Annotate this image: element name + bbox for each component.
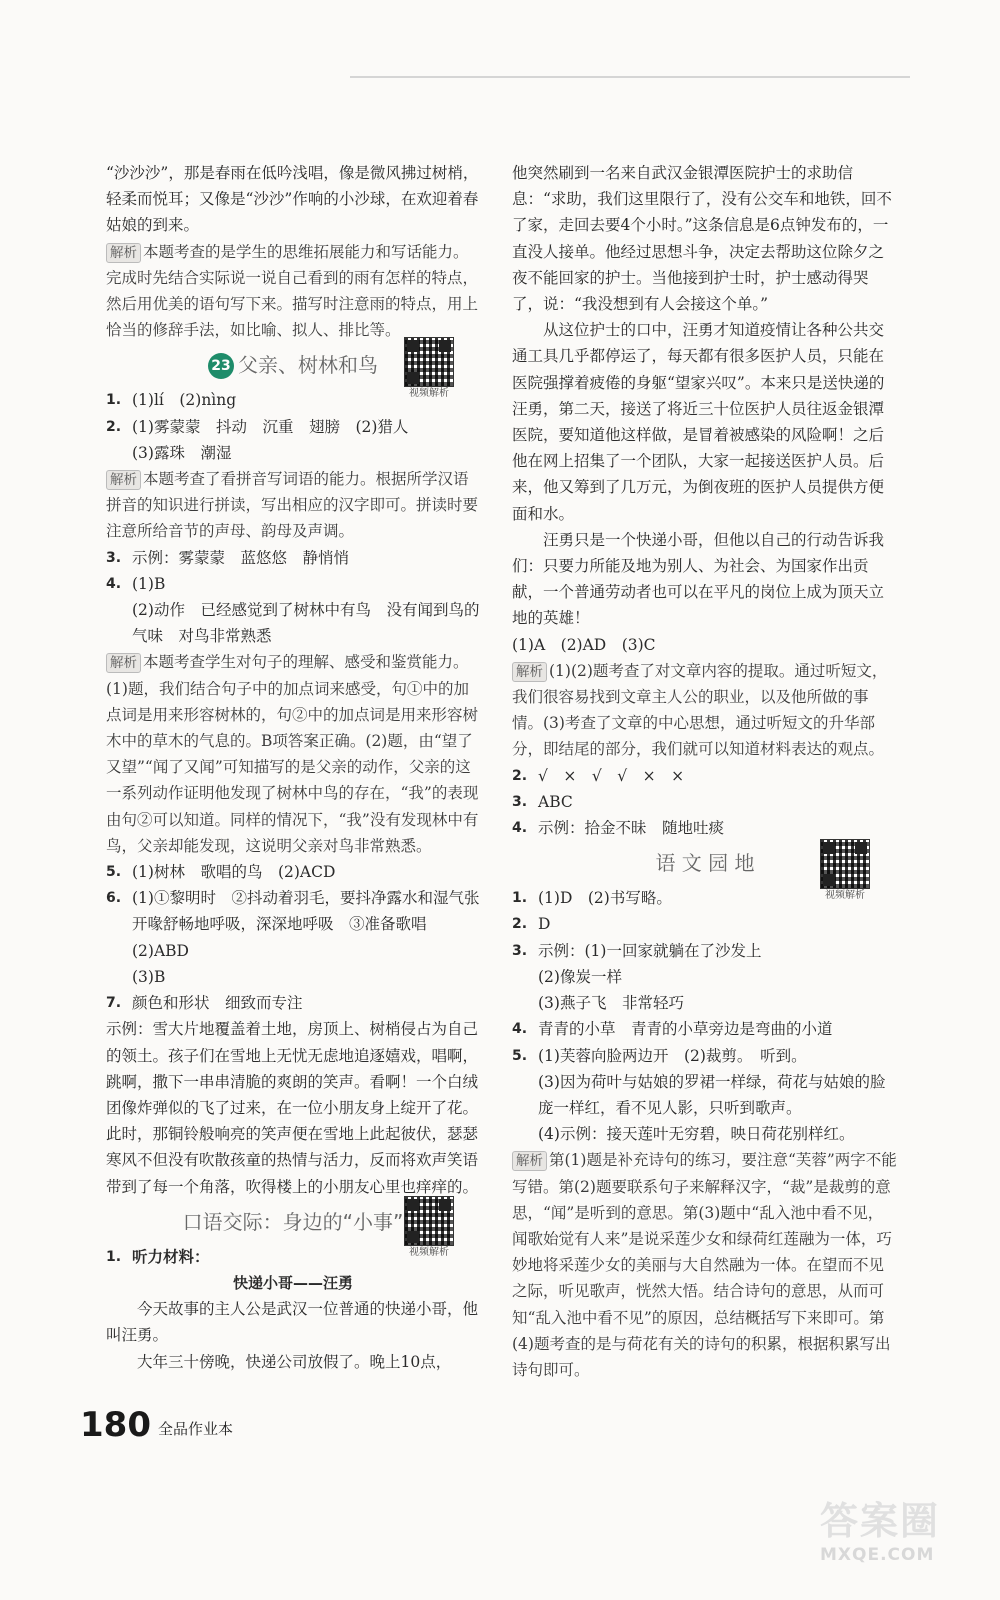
qr-code[interactable] bbox=[404, 1196, 454, 1260]
section-title: 口语交际：身边的“小事” bbox=[182, 1209, 404, 1234]
story-paragraph: 他突然刷到一名来自武汉金银潭医院护士的求助信息：“求助，我们这里限行了，没有公交车和地铁，回不了家，走回去要4个小时。”这条信息是6点钟发布的，一直没人接单。他经过思想斗争，决定去帮助这位除夕之夜不能回家的护士。当他接到护士时，护士感动得哭了，说：“我没想到有人会接这个单。” bbox=[512, 164, 892, 314]
qr-code-icon bbox=[404, 1196, 454, 1246]
answer-item: 4. 示例：拾金不昧 随地吐痰 bbox=[512, 819, 725, 838]
top-rule bbox=[350, 76, 910, 78]
answer-item: (3)露珠 潮湿 bbox=[132, 443, 232, 462]
left-column bbox=[106, 160, 480, 1375]
watermark-logo: 答案圈 bbox=[820, 1499, 941, 1543]
q7-example: 示例：雪大片地覆盖着土地，房顶上、树梢侵占为自己的领土。孩子们在雪地上无忧无虑地追逐嬉戏，唱啊，跳啊，撒下一串串清脆的爽朗的笑声。看啊！一个白绒团像炸弹似的飞了过来，在一位小朋友身上绽开了花。此时，那铜铃般响亮的笑声便在雪地上此起彼伏，瑟瑟寒风不但没有吹散孩童的热情与活力，反而将欢声笑语带到了每一个角落，吹得楼上的小朋友心里也痒痒的。 bbox=[106, 1020, 479, 1196]
answer-line: (1)A (2)AD (3)C bbox=[512, 635, 656, 654]
analysis-tag: 解析 bbox=[106, 470, 141, 490]
story-paragraph: 今天故事的主人公是武汉一位普通的快递小哥，他叫汪勇。 bbox=[106, 1300, 479, 1345]
section-title: 语 文 园 地 bbox=[655, 851, 755, 876]
answer-item: 3. 示例：雾蒙蒙 蓝悠悠 静悄悄 bbox=[106, 548, 350, 567]
answer-item: 2. √ × √ √ × × bbox=[512, 766, 685, 785]
story-title: 快递小哥——汪勇 bbox=[232, 1273, 353, 1292]
intro-analysis: 解析 本题考查的是学生的思维拓展能力和写话能力。完成时先结合实际说一说自己看到的雨有怎样的特点，然后用优美的语句写下来。描写时注意雨的特点，用上恰当的修辞手法，如比喻、拟人、排比等。 bbox=[106, 242, 479, 340]
answer-item: 4. 青青的小草 青青的小草旁边是弯曲的小道 bbox=[512, 1020, 833, 1039]
qr-caption: 视频解析 bbox=[409, 388, 449, 400]
analysis-listening: 解析 (1)(2)题考查了对文章内容的提取。通过听短文，我们很容易找到文章主人公的职业，以及他所做的事情。(3)考查了文章的中心思想，通过听短文的升华部分，即结尾的部分，我们就可以知道材料表达的观点。 bbox=[512, 661, 888, 759]
intro-text: “沙沙沙”，那是春雨在低吟浅唱，像是微风拂过树梢，轻柔而悦耳；又像是“沙沙”作响的小沙球，在欢迎着春姑娘的到来。 bbox=[106, 164, 479, 235]
story-paragraph: 汪勇只是一个快递小哥，但他以自己的行动告诉我们：只要力所能及地为别人、为社会、为国家作出贡献，一个普通劳动者也可以在平凡的岗位上成为顶天立地的英雄！ bbox=[512, 530, 885, 628]
qr-caption: 视频解析 bbox=[825, 890, 865, 902]
answer-item: 2. D bbox=[512, 915, 551, 934]
qr-code[interactable] bbox=[404, 337, 454, 401]
analysis-q5: 解析 第(1)题是补充诗句的练习，要注意“芙蓉”两字不能写错。第(2)题要联系句子来解释汉字，“裁”是裁剪的意思，“闻”是听到的意思。第(3)题中“乱入池中看不见，闻歌始觉有人来”是说采莲少女和绿荷红莲融为一体，巧妙地将采莲少女的美丽与大自然融为一体。在望而不见之际，听见歌声，恍然大悟。结合诗句的意思，从而可知“乱入池中看不见”的原因，总结概括写下来即可。第(4)题考查的是与荷花有关的诗句的积累，根据积累写出诗句即可。 bbox=[512, 1151, 897, 1379]
qr-code-icon bbox=[404, 337, 454, 387]
answer-item: (2)动作 已经感觉到了树林中有鸟 没有闻到鸟的气味 对鸟非常熟悉 bbox=[132, 601, 480, 646]
analysis-tag: 解析 bbox=[106, 653, 141, 673]
answer-item: (4)示例：接天莲叶无穷碧，映日荷花别样红。 bbox=[538, 1125, 855, 1144]
analysis-tag: 解析 bbox=[512, 1151, 547, 1171]
book-name: 全品作业本 bbox=[158, 1420, 234, 1438]
answer-item: 1. (1)lí (2)nìng bbox=[106, 391, 237, 410]
answer-item: 1. 听力材料： bbox=[106, 1247, 210, 1266]
qr-code[interactable] bbox=[820, 839, 870, 903]
section-heading-lesson-23 bbox=[106, 343, 480, 400]
answer-item: (3)B bbox=[132, 967, 166, 986]
analysis-tag: 解析 bbox=[106, 243, 141, 263]
section-title: 父亲、树林和鸟 bbox=[238, 353, 378, 378]
answer-item: (3)因为荷叶与姑娘的罗裙一样绿，荷花与姑娘的脸庞一样红，看不见人影，只听到歌声。 bbox=[538, 1072, 886, 1117]
answer-item: 7. 颜色和形状 细致而专注 bbox=[106, 994, 303, 1013]
page-number: 180 bbox=[80, 1405, 151, 1445]
watermark-url: MXQE.COM bbox=[820, 1545, 935, 1565]
qr-code-icon bbox=[820, 839, 870, 889]
answer-item: (3)燕子飞 非常轻巧 bbox=[538, 994, 684, 1013]
analysis-q2: 解析 本题考查了看拼音写词语的能力。根据所学汉语拼音的知识进行拼读，写出相应的汉字即可。拼读时要注意所给音节的声母、韵母及声调。 bbox=[106, 470, 479, 541]
answer-item: (2)ABD bbox=[132, 941, 189, 960]
answer-item: (2)像炭一样 bbox=[538, 967, 622, 986]
story-paragraph: 从这位护士的口中，汪勇才知道疫情让各种公共交通工具几乎都停运了，每天都有很多医护人员，只能在医院强撑着疲倦的身躯“望家兴叹”。本来只是送快递的汪勇，第二天，接送了将近三十位医护人员往返金银潭医院，要知道他这样做，是冒着被感染的风险啊！之后他在网上招集了一个团队，大家一起接送医护人员。后来，他又筹到了几万元，为倒夜班的医护人员提供方便面和水。 bbox=[512, 321, 885, 523]
qr-caption: 视频解析 bbox=[409, 1246, 449, 1258]
story-paragraph: 大年三十傍晚，快递公司放假了。晚上10点， bbox=[137, 1352, 452, 1371]
lesson-number-badge: 23 bbox=[208, 353, 234, 379]
answer-item: 3. 示例：(1)一回家就躺在了沙发上 bbox=[512, 941, 762, 960]
analysis-q4: 解析 本题考查学生对句子的理解、感受和鉴赏能力。(1)题，我们结合句子中的加点词来感受，句①中的加点词是用来形容树林的，句②中的加点词是用来形容树木中的草木的气息的。B项答案正确。(2)题，由“望了又望”“闻了又闻”可知描写的是父亲的动作，父亲的这一系列动作证明他发现了树林中鸟的存在，“我”的表现由句②可以知道。同样的情况下，“我”没有发现林中有鸟，父亲却能发现，这说明父亲对鸟非常熟悉。 bbox=[106, 653, 479, 855]
answer-item: 4. (1)B bbox=[106, 574, 166, 593]
answer-item: 6. (1)①黎明时 ②抖动着羽毛，要抖净露水和湿气张开喙舒畅地呼吸，深深地呼吸 ③准备歌唱 bbox=[106, 889, 480, 934]
analysis-tag: 解析 bbox=[512, 662, 547, 682]
right-column bbox=[512, 160, 898, 1383]
watermark bbox=[820, 1490, 940, 1565]
answer-item: 1. (1)D (2)书写略。 bbox=[512, 889, 672, 908]
answer-item: 3. ABC bbox=[512, 792, 573, 811]
answer-item: 5. (1)树林 歌唱的鸟 (2)ACD bbox=[106, 863, 336, 882]
answer-item: 2. (1)雾蒙蒙 抖动 沉重 翅膀 (2)猎人 bbox=[106, 417, 409, 436]
answer-item: 5. (1)芙蓉向脸两边开 (2)裁剪。 听到。 bbox=[512, 1046, 807, 1065]
